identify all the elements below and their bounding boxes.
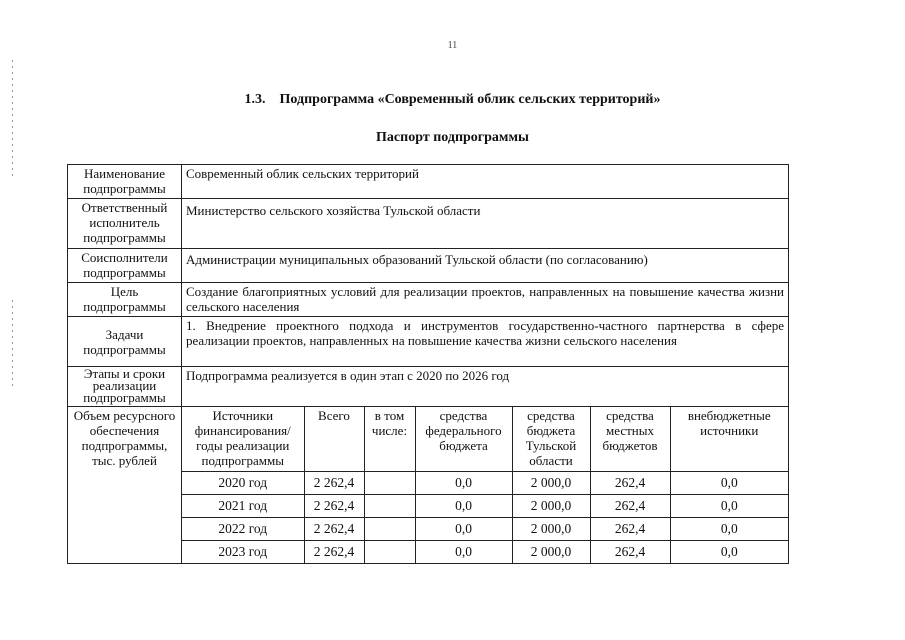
header-extra: внебюджетные источники: [670, 407, 788, 471]
margin-mark: [12, 300, 13, 390]
label-tasks: Задачи подпрограммы: [68, 317, 182, 367]
finance-header-row: [182, 407, 788, 471]
row-executor: [68, 199, 789, 249]
federal-cell: 0,0: [415, 471, 512, 494]
local-cell: 262,4: [590, 494, 670, 517]
value-goal: Создание благоприятных условий для реализации проектов, направленных на повышение качества жизни сельского населения: [182, 283, 789, 317]
finance-row: [182, 540, 788, 563]
header-local: средства местных бюджетов: [590, 407, 670, 471]
margin-mark: [12, 60, 13, 180]
total-cell: 2 262,4: [304, 471, 364, 494]
extra-cell: 0,0: [670, 471, 788, 494]
year-cell: 2021 год: [182, 494, 304, 517]
regional-cell: 2 000,0: [512, 540, 590, 563]
section-number: 1.3.: [244, 92, 266, 107]
finance-row: [182, 471, 788, 494]
header-source: Источники финансирования/ годы реализации подпрограммы: [182, 407, 304, 471]
section-title: Подпрограмма «Современный облик сельских территорий»: [279, 92, 661, 107]
label-goal: Цель подпрограммы: [68, 283, 182, 317]
including-cell: [364, 540, 415, 563]
header-total: Всего: [304, 407, 364, 471]
label-executor: Ответственный исполнитель подпрограммы: [68, 199, 182, 249]
page-number: 11: [447, 40, 458, 51]
federal-cell: 0,0: [415, 540, 512, 563]
value-stages: Подпрограмма реализуется в один этап с 2020 по 2026 год: [182, 367, 789, 407]
year-cell: 2023 год: [182, 540, 304, 563]
passport-title: Паспорт подпрограммы: [376, 130, 529, 145]
section-heading: [0, 92, 905, 108]
value-coexecutors: Администрации муниципальных образований Тульской области (по согласованию): [182, 249, 789, 283]
total-cell: 2 262,4: [304, 494, 364, 517]
header-including: в том числе:: [364, 407, 415, 471]
year-cell: 2020 год: [182, 471, 304, 494]
federal-cell: 0,0: [415, 517, 512, 540]
local-cell: 262,4: [590, 540, 670, 563]
row-name: [68, 165, 789, 199]
finance-row: [182, 494, 788, 517]
passport-table: [67, 164, 789, 564]
finance-table: [182, 407, 788, 563]
label-stages: Этапы и сроки реализации подпрограммы: [68, 367, 182, 407]
year-cell: 2022 год: [182, 517, 304, 540]
row-coexecutors: [68, 249, 789, 283]
including-cell: [364, 517, 415, 540]
local-cell: 262,4: [590, 471, 670, 494]
federal-cell: 0,0: [415, 494, 512, 517]
regional-cell: 2 000,0: [512, 517, 590, 540]
value-name: Современный облик сельских территорий: [182, 165, 789, 199]
local-cell: 262,4: [590, 517, 670, 540]
header-federal: средства федерального бюджета: [415, 407, 512, 471]
row-resources: [68, 407, 789, 564]
header-regional: средства бюджета Тульской области: [512, 407, 590, 471]
row-goal: [68, 283, 789, 317]
extra-cell: 0,0: [670, 517, 788, 540]
label-coexecutors: Соисполнители подпрограммы: [68, 249, 182, 283]
regional-cell: 2 000,0: [512, 471, 590, 494]
label-name: Наименование подпрограммы: [68, 165, 182, 199]
row-tasks: [68, 317, 789, 367]
label-resources: Объем ресурсного обеспечения подпрограммы, тыс. рублей: [68, 407, 182, 564]
extra-cell: 0,0: [670, 494, 788, 517]
total-cell: 2 262,4: [304, 517, 364, 540]
value-executor: Министерство сельского хозяйства Тульской области: [182, 199, 789, 249]
including-cell: [364, 471, 415, 494]
including-cell: [364, 494, 415, 517]
finance-cell: [182, 407, 789, 564]
regional-cell: 2 000,0: [512, 494, 590, 517]
finance-row: [182, 517, 788, 540]
extra-cell: 0,0: [670, 540, 788, 563]
total-cell: 2 262,4: [304, 540, 364, 563]
row-stages: [68, 367, 789, 407]
value-tasks: 1. Внедрение проектного подхода и инструментов государственно-частного партнерства в сфере реализации проектов, направленных на повышение качества жизни сельского населения: [182, 317, 789, 367]
